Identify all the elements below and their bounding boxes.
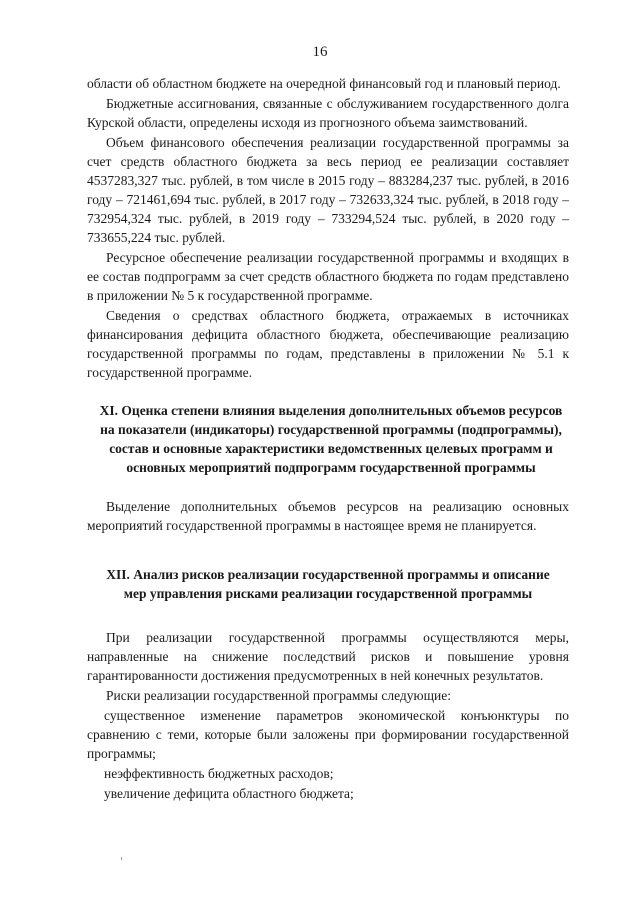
page-number: 16 <box>312 44 328 60</box>
section-heading-12: XII. Анализ рисков реализации государственной программы и описание мер управления рисками реализации государственной программы <box>106 567 550 601</box>
paragraph: Ресурсное обеспечение реализации государственной программы и входящих в ее состав подпрограмм за счет средств областного бюджета по годам представлено в приложении № 5 к государственной программе. <box>87 250 569 303</box>
paragraph: Бюджетные ассигнования, связанные с обслуживанием государственного долга Курской области, определены исходя из прогнозного объема заимствований. <box>87 96 569 130</box>
list-item: увеличение дефицита областного бюджета; <box>104 786 354 801</box>
list-item: существенное изменение параметров экономической конъюнктуры по сравнению с теми, которые были заложены при формировании государственной программы; <box>87 708 569 761</box>
paragraph: Выделение дополнительных объемов ресурсов на реализацию основных мероприятий государственной программы в настоящее время не планируется. <box>87 499 569 533</box>
section-heading-11: XI. Оценка степени влияния выделения дополнительных объемов ресурсов на показатели (индикаторы) государственной программы (подпрограммы), состав и основные характеристики ведомственных целевых программ и основных мероприятий подпрограмм государственной программы <box>99 403 563 475</box>
document-body <box>87 74 569 804</box>
paragraph: Сведения о средствах областного бюджета, отражаемых в источниках финансирования дефицита областного бюджета, обеспечивающие реализацию государственной программы по годам, представлены в приложении № 5.1 к государственной программе. <box>87 308 569 380</box>
scan-speck <box>121 857 122 860</box>
paragraph: При реализации государственной программы осуществляются меры, направленные на снижение последствий рисков и повышение уровня гарантированности достижения предусмотренных в ней конечных результатов. <box>87 630 569 683</box>
paragraph: Риски реализации государственной программы следующие: <box>106 688 451 703</box>
paragraph: области об областном бюджете на очередной финансовый год и плановый период. <box>87 76 561 91</box>
paragraph: Объем финансового обеспечения реализации государственной программы за счет средств областного бюджета за весь период ее реализации составляет 4537283,327 тыс. рублей, в том числе в 2015 году – 883284,237 тыс. рублей, в 2016 году – 721461,694 тыс. рублей, в 2017 году – 732633,324 тыс. рублей, в 2018 году – 732954,324 тыс. рублей, в 2019 году – 733294,524 тыс. рублей, в 2020 году – 733655,224 тыс. рублей. <box>87 135 569 245</box>
list-item: неэффективность бюджетных расходов; <box>104 766 334 781</box>
